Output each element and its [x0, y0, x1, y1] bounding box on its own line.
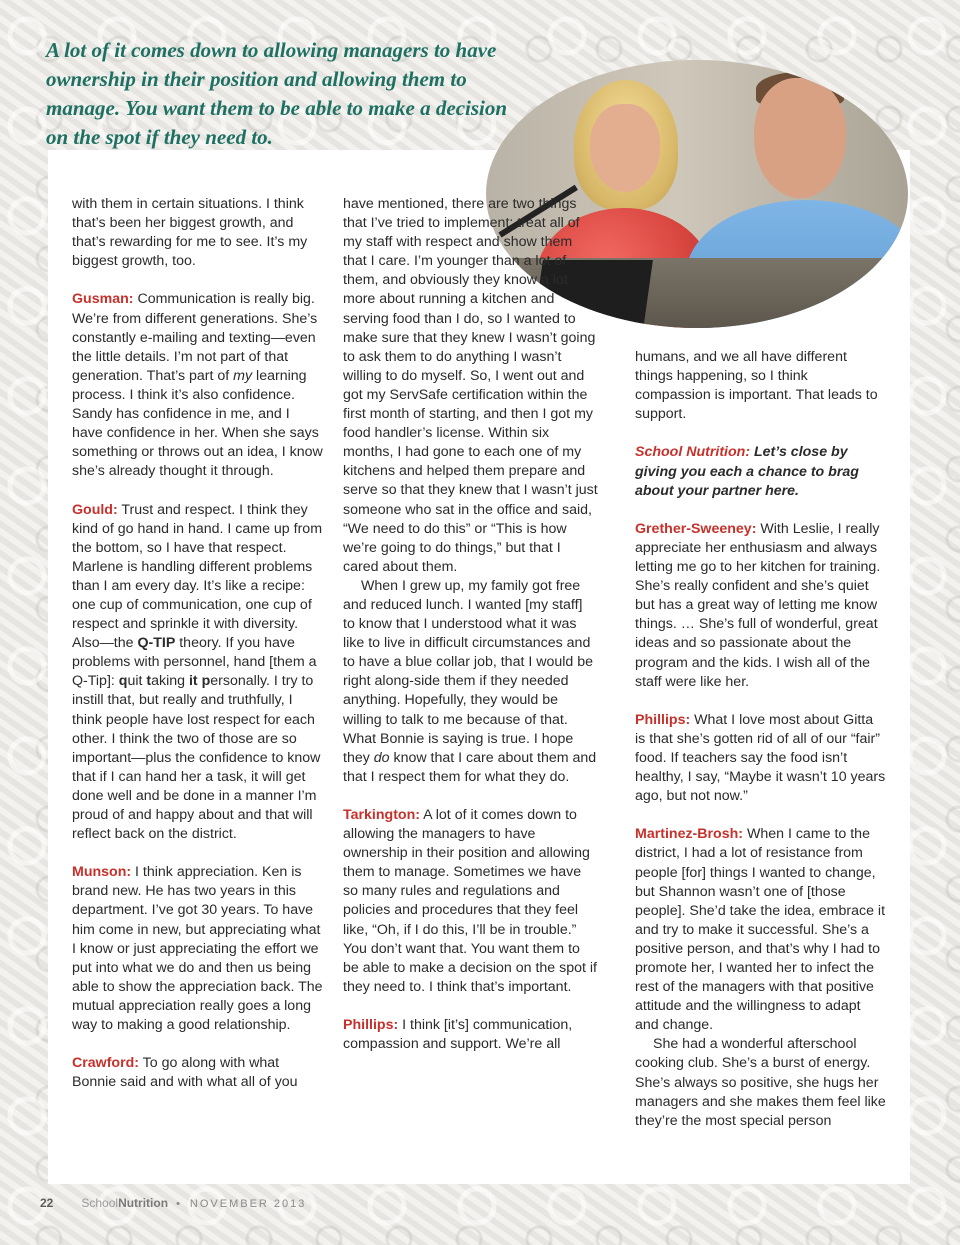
speaker-label: Tarkington:: [343, 807, 420, 823]
text-run: uit: [127, 673, 147, 690]
article-column-1: [72, 195, 324, 1092]
paragraph: She had a wonderful afterschool cooking club. She’s a burst of energy. She’s always so positive, she hugs her managers and she makes them feel like they’re the most special person: [635, 1036, 886, 1129]
speaker-label: Martinez-Brosh:: [635, 826, 743, 843]
text-run: ersonally. I try to instill that, but really and truthfully, I think people have lost respect for each other. I think the two of those are so important—plus the confidence to know that if I can hand her a task, it will get done well and be done in a manner I’m proud of and happy about and that will reflect back on the district.: [72, 673, 321, 843]
text-run: know that I care about them and that I respect them for what they do.: [343, 749, 597, 785]
page-number: 22: [40, 1196, 54, 1210]
article-column-3: [635, 348, 887, 1131]
text-run: Trust and respect. I think they kind of go hand in hand. I came up from the bottom, so I have that respect. Marlene is handling different problems than I am every day. It’s like a recipe: one cup of communication, one cup of respect and sprinkle it with diversity. Also—the: [72, 501, 323, 652]
man-face-shape: [754, 78, 846, 198]
text-run: With Leslie, I really appreciate her enthusiasm and always letting me go to her kitchen for training. She’s really confident and she’s quiet but has a great way of letting me know things. … She’s full of wonderful, great ideas and so passionate about the program and the kids. I wish all of the staff were like her.: [635, 520, 881, 690]
speaker-label: Crawford:: [72, 1055, 139, 1072]
paragraph: with them in certain situations. I think that’s been her biggest growth, and that’s rewarding for me to see. It’s my biggest growth, too.: [72, 196, 308, 270]
text-run-bold: Q-TIP: [137, 635, 176, 652]
text-run-bold: it: [188, 673, 198, 690]
paragraph-phillips: [635, 711, 887, 806]
paragraph-crawford: [72, 1054, 324, 1092]
paragraph-question: [635, 443, 887, 500]
speaker-label: School Nutrition:: [635, 444, 751, 461]
text-run: To go along with what Bonnie said and with what all of you: [72, 1055, 298, 1091]
paragraph-tarkington: [343, 806, 598, 997]
paragraph: have mentioned, there are two things that I’ve tried to implement: treat all of my staff with respect and show them that I care. I’m younger than a lot of them, and obviously they know a lot more about running a kitchen and serving food than I do, so I wanted to make sure that they knew I wasn’t going to ask them to do anything I wasn’t willing to do myself. So, I went out and got my ServSafe certification within the first month of starting, and then I got my food handler’s license. Within six months, I had gone to each one of my kitchens and helped them prepare and serve so that they knew that I wasn’t just someone who sat in the office and said, “We need to do this” or “This is how we’re going to do things,” but that I cared about them.: [343, 196, 598, 575]
speaker-label: Phillips:: [635, 711, 691, 728]
text-run-bold: p: [201, 673, 211, 690]
speaker-label: Gusman:: [72, 291, 134, 308]
text-run: When I grew up, my family got free and reduced lunch. I wanted [my staff] to know that I understood what it was like to live in difficult circumstances and to have a blue collar job, that I would be right along-side them if they needed anything. Hopefully, they would be willing to talk to me because of that. What Bonnie is saying is true. I hope they: [343, 577, 594, 766]
woman-face-shape: [590, 104, 660, 192]
text-run-italic: my: [233, 367, 253, 384]
text-run-bold: q: [118, 673, 128, 690]
text-run: aking: [151, 673, 189, 690]
footer-separator: •: [176, 1198, 182, 1210]
paragraph-grether-sweeney: [635, 520, 887, 692]
magazine-name-part: Nutrition: [118, 1196, 169, 1210]
speaker-label: Gould:: [72, 501, 118, 518]
text-run: What I love most about Gitta is that she’s gotten rid of all of our “fair” food. If teachers say the food isn’t healthy, I say, “Maybe it wasn’t 10 years ago, but not now.”: [635, 711, 886, 805]
text-run: theory. If you have problems with personnel, hand [them a Q-Tip]:: [72, 635, 317, 690]
text-run-bold: t: [146, 673, 152, 690]
text-run: Communication is really big. We’re from different generations. She’s constantly e-mailing and texting—even the little details. I’m not part of that generation. That’s part of: [72, 291, 318, 384]
paragraph-gould: [72, 501, 324, 845]
text-run: I think [it’s] communication, compassion and support. We’re all: [343, 1017, 573, 1053]
speaker-label: Grether-Sweeney:: [635, 520, 757, 537]
text-run: A lot of it comes down to allowing the managers to have ownership in their position and allowing them to manage. Sometimes we have so many rules and regulations and policies and procedures that they feel like, “Oh, if I do this, I’ll be in trouble.” You don’t want that. You want them to be able to make a decision on the spot if they need to. I think that’s important.: [343, 807, 597, 995]
issue-date: NOVEMBER 2013: [189, 1198, 307, 1210]
speaker-label: Munson:: [72, 864, 132, 881]
text-run: learning process. I think it’s also confidence. Sandy has confidence in me, and I have confidence in her. When she says something or throws out an idea, I know she’s already thought it through.: [72, 367, 323, 480]
paragraph: humans, and we all have different things happening, so I think compassion is important. That leads to support.: [635, 349, 878, 423]
text-run: When I came to the district, I had a lot of resistance from people [for] things I wanted to change, but Shannon wasn’t one of [those people]. She’d take the idea, embrace it and try to make it successful. She’s a positive person, and that’s why I had to promote her, I wanted her to infect the rest of the managers with that positive attitude and the willingness to adapt and change.: [635, 826, 886, 1034]
paragraph: [343, 577, 598, 787]
question-text: Let’s close by giving you each a chance to brag about your partner here.: [635, 444, 859, 499]
magazine-name-part: School: [81, 1196, 119, 1210]
speaker-label: Phillips:: [343, 1017, 399, 1034]
paragraph-martinez-brosh: [635, 825, 887, 1035]
paragraph-phillips: [343, 1016, 598, 1054]
pull-quote: A lot of it comes down to allowing managers to have ownership in their position and allowing them to manage. You want them to be able to make a decision on the spot if they need to.: [46, 38, 508, 149]
paragraph-gusman: [72, 290, 324, 481]
page-footer: [40, 1196, 306, 1210]
text-run: I think appreciation. Ken is brand new. He has two years in this department. I’ve got 30 years. To have him come in new, but appreciating what I know or just appreciating the effort we put into what we do and then us being able to show the appreciation back. The mutual appreciation really goes a long way to making a good relationship.: [72, 864, 323, 1034]
text-run-italic: do: [373, 749, 390, 766]
article-column-2: [343, 195, 598, 1054]
paragraph-munson: [72, 863, 324, 1035]
